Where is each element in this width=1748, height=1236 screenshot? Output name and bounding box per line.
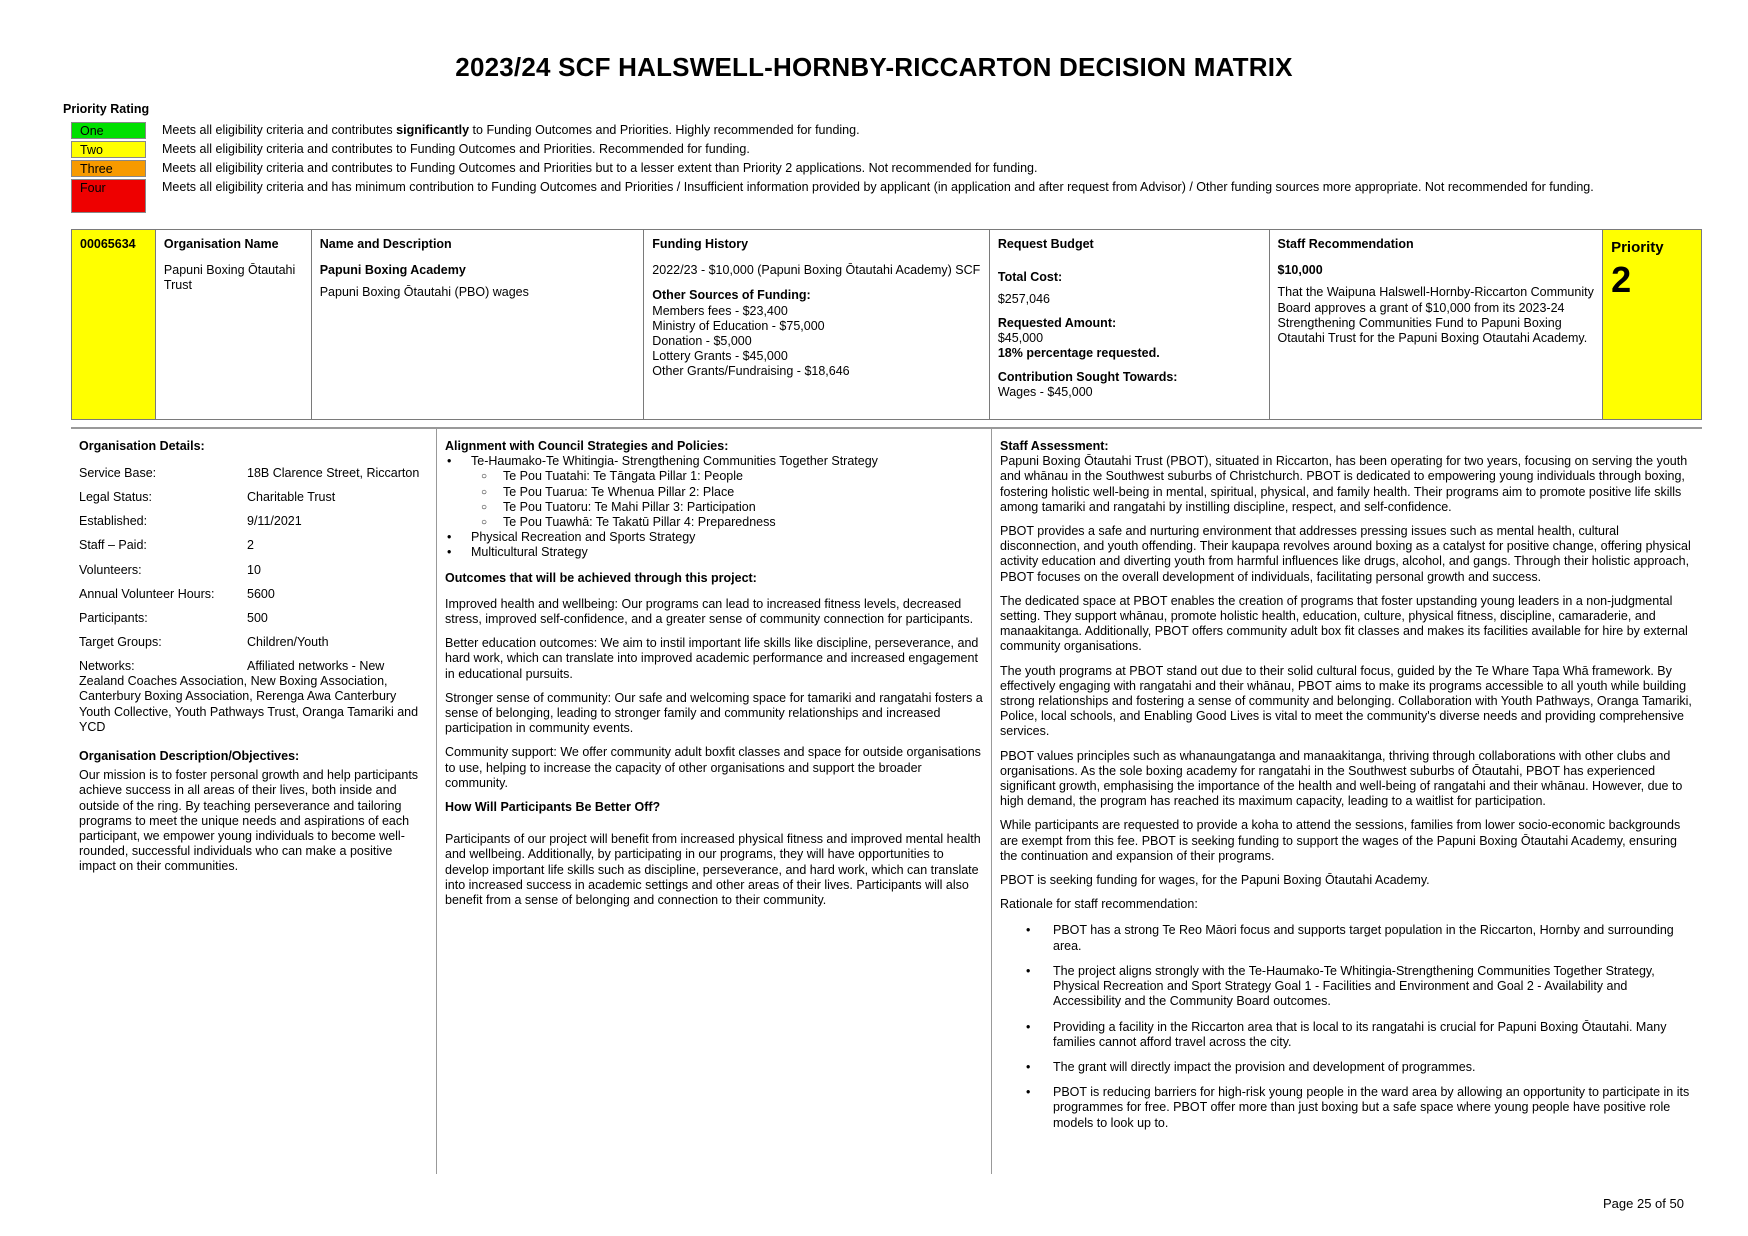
detail-row: Volunteers: 10 <box>79 562 261 577</box>
application-id: 00065634 <box>72 230 156 419</box>
project-description: Papuni Boxing Ōtautahi (PBO) wages <box>319 285 529 300</box>
rationale-item: • PBOT is reducing barriers for high-risk young people in the ward area by allowing an opportunity to participate in its programmes for free. PBOT offer more than just boxing but a safe space where young people have positive role models to look up to. <box>1053 1085 1696 1131</box>
priority-cell <box>1603 230 1701 419</box>
legend-row-two <box>71 141 1691 160</box>
pillar-item: ○ Te Pou Tuatoru: Te Mahi Pillar 3: Participation <box>503 500 985 515</box>
detail-row: Service Base: 18B Clarence Street, Riccarton <box>79 466 420 481</box>
detail-row: Participants: 500 <box>79 610 268 625</box>
pillar-list <box>471 469 985 530</box>
org-description: Our mission is to foster personal growth and help participants achieve success in all areas of their lives, both inside and outside of the ring. By teaching perseverance and tailoring programs to meet the unique needs and aspirations of each participant, we empower young individuals to become well-rounded, successful individuals who can make a positive impact on their communities. <box>79 768 419 874</box>
legend-row-three <box>71 160 1691 179</box>
outcome-paragraph: Stronger sense of community: Our safe and welcoming space for tamariki and rangatahi fosters a sense of belonging, leading to stronger family and community relationships and increased participation in community events. <box>445 690 983 736</box>
organisation-details-column <box>79 439 425 875</box>
requested-amount: $45,000 <box>997 330 1044 345</box>
section-divider <box>71 427 1702 429</box>
legend-swatch-two: Two <box>71 141 146 158</box>
better-off-heading: How Will Participants Be Better Off? <box>445 800 661 815</box>
column-divider-2 <box>991 428 992 1174</box>
assessment-paragraph: The dedicated space at PBOT enables the creation of programs that foster upstanding young leaders in a non-judgmental setting. They support whānau, promote holistic health, education, culture, physical fitness, discipline, camaraderie, and manaakitanga. Additionally, PBOT offers community adult box fit classes and makes its facilities available for hire by external community organisations. <box>1000 593 1688 654</box>
strategy-item: • Multicultural Strategy <box>471 545 985 560</box>
total-cost: $257,046 <box>997 292 1050 307</box>
detail-row: Target Groups: Children/Youth <box>79 634 329 649</box>
priority-header: Priority <box>1611 239 1664 256</box>
legend-text-three: Meets all eligibility criteria and contributes to Funding Outcomes and Priorities but to a lesser extent than Priority 2 applications. Not recommended for funding. <box>162 161 1038 175</box>
other-source: Members fees - $23,400 <box>652 303 788 318</box>
other-source: Ministry of Education - $75,000 <box>652 318 825 333</box>
other-source: Other Grants/Fundraising - $18,646 <box>652 364 850 379</box>
contribution: Wages - $45,000 <box>997 385 1093 400</box>
contribution-label: Contribution Sought Towards: <box>997 370 1178 385</box>
org-name-cell <box>156 230 312 419</box>
legend-text-four: Meets all eligibility criteria and has minimum contribution to Funding Outcomes and Priorities / Insufficient information provided by applicant (in application and after request from Advisor) / Other funding sources more appropriate. Not recommended for funding. <box>162 180 1594 194</box>
pillar-item: ○ Te Pou Tuawhā: Te Takatū Pillar 4: Preparedness <box>503 515 985 530</box>
rationale-list <box>1000 923 1696 1130</box>
request-budget-cell <box>990 230 1270 419</box>
rationale-item: • Providing a facility in the Riccarton area that is local to its rangatahi is crucial for Papuni Boxing Ōtautahi. Many families cannot afford travel across the city. <box>1053 1020 1696 1050</box>
name-description-header: Name and Description <box>319 237 452 251</box>
funding-history-cell <box>644 230 990 419</box>
networks: Networks: Affiliated networks - New Zealand Coaches Association, New Boxing Association, Canterbury Boxing Association, Rerenga Awa Canterbury Youth Collective, Youth Pathways Trust, Oranga Tamariki and YCD <box>79 658 419 734</box>
rationale-item: • The project aligns strongly with the Te-Haumako-Te Whitingia-Strengthening Communities Together Strategy, Physical Recreation and Sport Strategy Goal 1 - Facilities and Environment and Goal 2 - Availability and Accessibility and the Community Board outcomes. <box>1053 964 1696 1010</box>
rationale-heading: Rationale for staff recommendation: <box>1000 897 1198 912</box>
legend-swatch-one: One <box>71 122 146 139</box>
legend-text-two: Meets all eligibility criteria and contributes to Funding Outcomes and Priorities. Recommended for funding. <box>162 142 750 156</box>
better-off-text: Participants of our project will benefit from increased physical fitness and improved mental health and wellbeing. Additionally, by participating in our programs, they will have opportunities to develop important life skills such as discipline, perseverance, and hard work, which can translate into increased success in academic settings and other areas of their lives. Participants will also benefit from a sense of belonging and connection to their community. <box>445 832 981 908</box>
project-name: Papuni Boxing Academy <box>319 263 466 278</box>
alignment-column <box>445 439 985 908</box>
assessment-paragraph: PBOT provides a safe and nurturing environment that addresses pressing issues such as mental health, cultural disconnection, and youth offending. Their kaupapa revolves around boxing as a catalyst for positive change, offering physical activity education and diverting youth from harmful influences like drugs, alcohol, and gangs. Through their holistic approach, PBOT focuses on the overall development of individuals, facilitating personal growth and success. <box>1000 524 1691 584</box>
outcome-paragraph: Improved health and wellbeing: Our programs can lead to increased fitness levels, decreased stress, improved self-confidence, and a greater sense of community connection for participants. <box>445 596 974 627</box>
strategy-list <box>445 454 985 560</box>
funding-history-header: Funding History <box>652 237 749 251</box>
rationale-item: • The grant will directly impact the provision and development of programmes. <box>1053 1060 1696 1075</box>
detail-row: Annual Volunteer Hours: 5600 <box>79 586 275 601</box>
legend-row-one <box>71 122 1691 141</box>
legend-row-four <box>71 179 1691 213</box>
priority-value: 2 <box>1611 259 1632 301</box>
org-name-header: Organisation Name <box>163 237 279 251</box>
alignment-heading: Alignment with Council Strategies and Policies: <box>445 439 729 453</box>
staff-recommendation-text: That the Waipuna Halswell-Hornby-Riccarton Community Board approves a grant of $10,000 from its 2023-24 Strengthening Communities Fund to Papuni Boxing Otautahi Trust for the Papuni Boxing Otautahi Academy. <box>1277 285 1594 346</box>
percentage-requested: 18% percentage requested. <box>997 346 1160 361</box>
staff-assessment-heading: Staff Assessment: <box>1000 439 1109 453</box>
outcomes-heading: Outcomes that will be achieved through this project: <box>445 570 757 585</box>
assessment-paragraph: Papuni Boxing Ōtautahi Trust (PBOT), situated in Riccarton, has been operating for two years, focusing on serving the youth and whānau in the Southwest suburbs of Christchurch. PBOT is dedicated to empowering young individuals through boxing, fostering holistic well-being in mental, spiritual, physical, and family health. Their programs aim to promote positive life skills among tamariki and rangatahi by instilling discipline, respect, and self-confidence. <box>1000 454 1688 514</box>
legend-swatch-four: Four <box>71 179 146 213</box>
outcome-paragraph: Community support: We offer community adult boxfit classes and space for outside organisations to use, helping to increase the capacity of other organisations and support the broader community. <box>445 745 981 790</box>
strategy-item: • Physical Recreation and Sports Strategy <box>471 530 985 545</box>
other-source: Donation - $5,000 <box>652 334 752 349</box>
funding-history: 2022/23 - $10,000 (Papuni Boxing Ōtautahi Academy) SCF <box>652 263 981 278</box>
pillar-item: ○ Te Pou Tuatahi: Te Tāngata Pillar 1: People <box>503 469 985 484</box>
application-summary-table <box>71 229 1702 420</box>
assessment-paragraph: PBOT is seeking funding for wages, for the Papuni Boxing Ōtautahi Academy. <box>1000 873 1430 888</box>
priority-legend <box>71 122 1691 213</box>
page-number: Page 25 of 50 <box>1603 1196 1684 1211</box>
detail-row: Legal Status: Charitable Trust <box>79 490 336 505</box>
legend-swatch-three: Three <box>71 160 146 177</box>
org-name: Papuni Boxing Ōtautahi Trust <box>163 263 296 293</box>
other-source: Lottery Grants - $45,000 <box>652 349 788 364</box>
org-details-heading: Organisation Details: <box>79 439 205 453</box>
outcome-paragraph: Better education outcomes: We aim to instil important life skills like discipline, perseverance, and hard work, which can translate into improved academic performance and increased engagement in educational pursuits. <box>445 636 979 681</box>
staff-assessment-column <box>1000 439 1696 1141</box>
detail-row: Staff – Paid: 2 <box>79 538 254 553</box>
priority-rating-heading: Priority Rating <box>63 102 150 116</box>
total-cost-label: Total Cost: <box>997 270 1063 285</box>
assessment-paragraph: While participants are requested to provide a koha to attend the sessions, families from lower socio-economic backgrounds are exempt from this fee. PBOT is seeking funding to support the wages of the Papuni Boxing Ōtautahi Academy, ensuring the continuation and expansion of their programs. <box>1000 818 1681 863</box>
org-description-heading: Organisation Description/Objectives: <box>79 748 300 763</box>
pillar-item: ○ Te Pou Tuarua: Te Whenua Pillar 2: Place <box>503 485 985 500</box>
staff-recommendation-cell <box>1270 230 1604 419</box>
request-budget-header: Request Budget <box>997 237 1094 251</box>
page-title: 2023/24 SCF HALSWELL-HORNBY-RICCARTON DECISION MATRIX <box>455 52 1293 82</box>
assessment-paragraph: The youth programs at PBOT stand out due to their solid cultural focus, guided by the Te Whare Tapa Whā framework. By effectively engaging with rangatahi and their whānau, PBOT aims to make its programs accessible to all youth while building strong relationships and fostering a sense of community and belonging. Collaboration with Youth Pathways, Oranga Tamariki, Police, local schools, and Enabling Good Lives is vital to meet the community's diverse needs and providing comprehensive services. <box>1000 663 1692 739</box>
requested-amount-label: Requested Amount: <box>997 315 1117 330</box>
name-description-cell <box>312 230 645 419</box>
strategy-item: • Te-Haumako-Te Whitingia- Strengthening Communities Together Strategy ○ Te Pou Tuatahi: Te Tāngata Pillar 1: People ○ Te Pou Tuarua: Te Whenua Pillar 2: Place ○ Te Pou Tuatoru: Te Mahi Pillar 3: Participation ○ Te Pou Tuawhā: Te Takatū Pillar 4: Preparedness <box>471 454 985 530</box>
column-divider-1 <box>436 428 437 1174</box>
rationale-item: • PBOT has a strong Te Reo Māori focus and supports target population in the Riccarton, Hornby and surrounding area. <box>1053 923 1696 953</box>
staff-recommendation-header: Staff Recommendation <box>1277 237 1414 251</box>
legend-text-one: Meets all eligibility criteria and contributes significantly to Funding Outcomes and Priorities. Highly recommended for funding. <box>162 123 860 137</box>
other-sources-header: Other Sources of Funding: <box>652 288 811 303</box>
assessment-paragraph: PBOT values principles such as whanaungatanga and manaakitanga, thriving through collaborations with other clubs and organisations. As the sole boxing academy for rangatahi in the Southwest suburbs of Ōtautahi, PBOT has experienced significant growth, emphasising the importance of the health and well-being of rangatahi and their whānau. However, due to high demand, the program has reached its maximum capacity, leading to a waitlist for participation. <box>1000 748 1683 809</box>
staff-recommendation-amount: $10,000 <box>1277 263 1323 278</box>
detail-row: Established: 9/11/2021 <box>79 514 302 529</box>
